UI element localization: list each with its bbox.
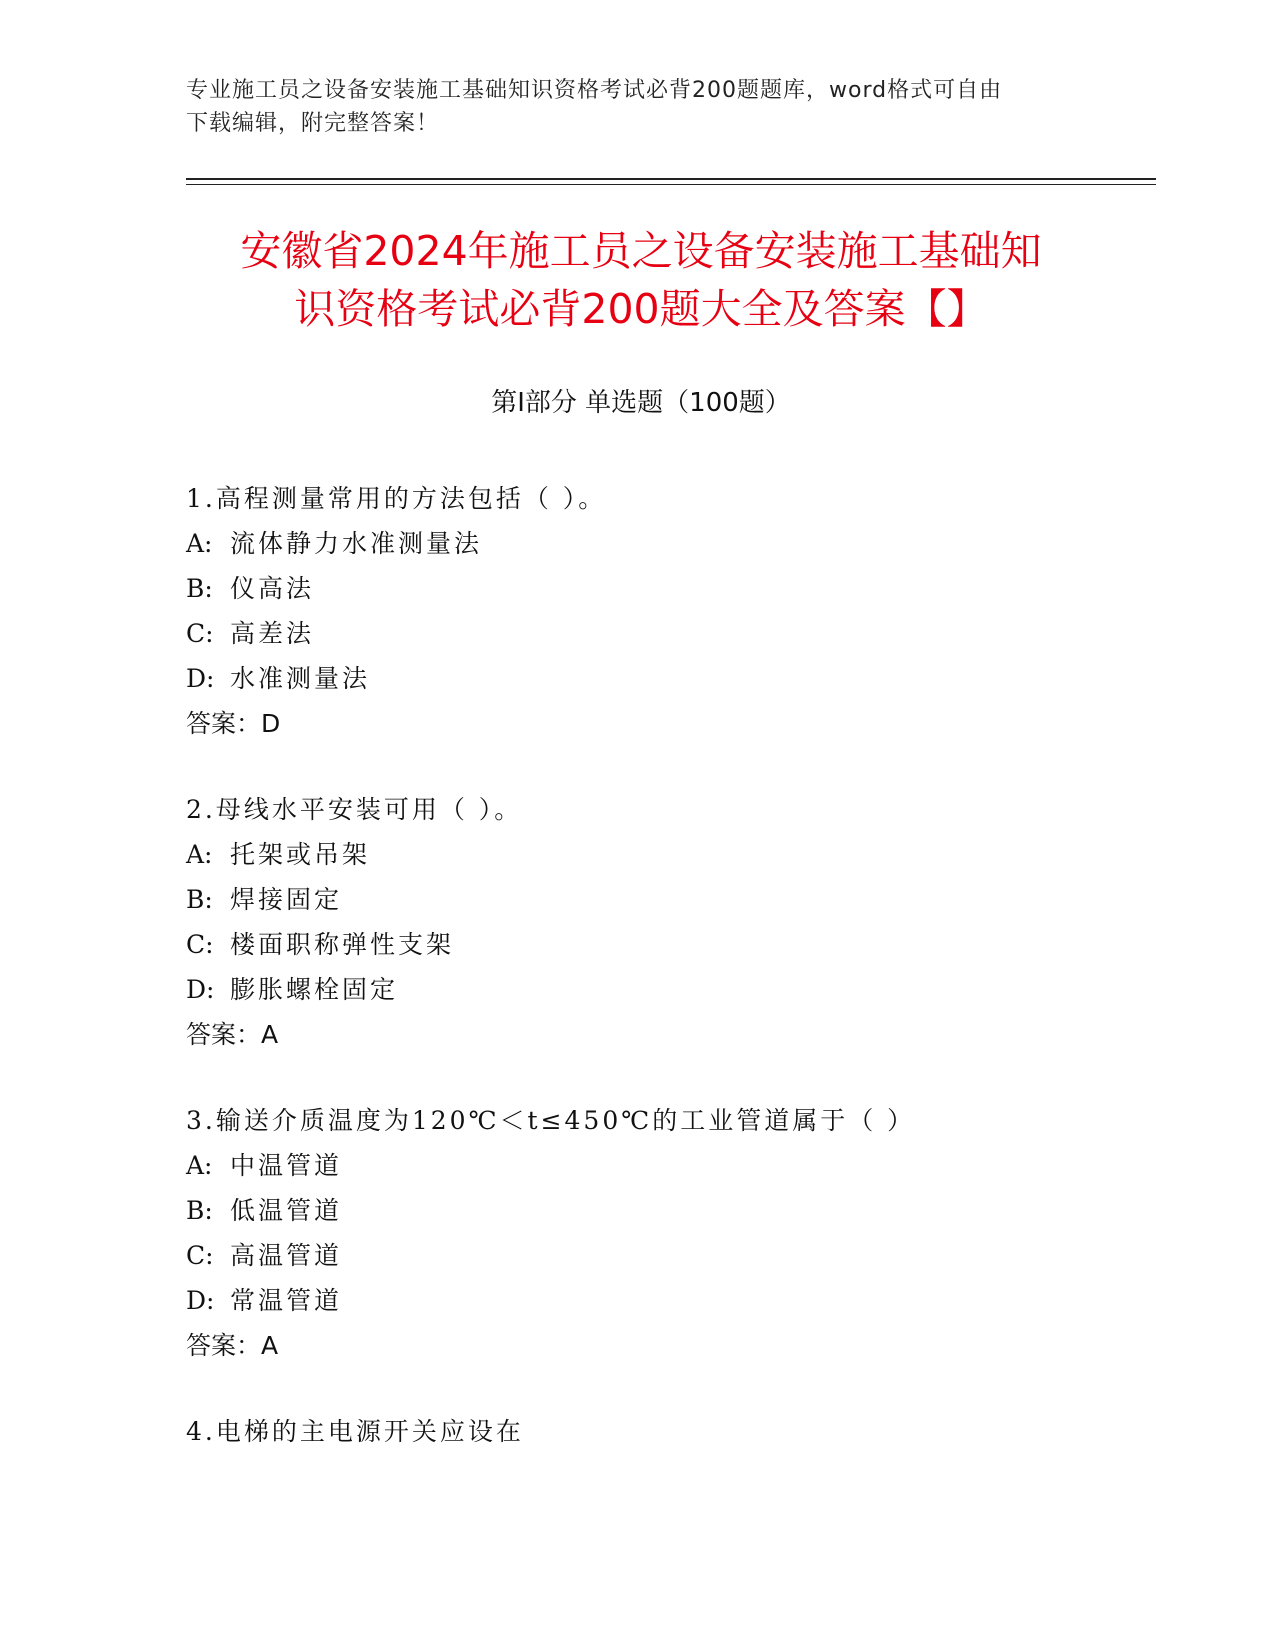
question-stem: 2.母线水平安装可用（ ）。: [186, 795, 523, 824]
option-text: 低温管道: [230, 1196, 343, 1225]
header-divider-thick: [186, 178, 1156, 180]
question-stem: 4.电梯的主电源开关应设在: [186, 1417, 524, 1446]
option-text: 中温管道: [230, 1151, 343, 1180]
answer-line: 答案：A: [186, 1020, 279, 1049]
option-text: 焊接固定: [230, 885, 343, 914]
option-b: [186, 877, 1086, 922]
option-key: A:: [186, 840, 213, 869]
option-a: [186, 832, 1086, 877]
answer-line: 答案：D: [186, 709, 281, 738]
option-d: [186, 656, 1086, 701]
option-text: 膨胀螺栓固定: [230, 975, 399, 1004]
question-1: [186, 476, 1086, 746]
option-b: [186, 566, 1086, 611]
option-key: A:: [186, 1151, 213, 1180]
header-note-line-2: 下载编辑，附完整答案！: [186, 111, 440, 136]
option-text: 水准测量法: [230, 664, 371, 693]
document-title-line-2: 识资格考试必背200题大全及答案【】: [294, 285, 988, 333]
option-d: [186, 967, 1086, 1012]
header-divider-thin: [186, 184, 1156, 185]
question-stem: 1.高程测量常用的方法包括（ ）。: [186, 484, 607, 513]
question-list: [186, 476, 1086, 1495]
option-key: D:: [186, 975, 215, 1004]
option-key: C:: [186, 619, 214, 648]
option-b: [186, 1188, 1086, 1233]
question-stem: 3.输送介质温度为120℃＜t≤450℃的工业管道属于（ ）: [186, 1106, 916, 1135]
option-a: [186, 1143, 1086, 1188]
question-3: [186, 1098, 1086, 1368]
answer-line: 答案：A: [186, 1331, 279, 1360]
option-text: 仪高法: [230, 574, 315, 603]
option-c: [186, 922, 1086, 967]
option-key: B:: [186, 574, 213, 603]
option-text: 托架或吊架: [230, 840, 371, 869]
option-key: D:: [186, 1286, 215, 1315]
option-key: B:: [186, 1196, 213, 1225]
option-text: 楼面职称弹性支架: [230, 930, 455, 959]
header-note-line-1: 专业施工员之设备安装施工基础知识资格考试必背200题题库，word格式可自由: [186, 78, 1003, 103]
option-d: [186, 1278, 1086, 1323]
document-title: [186, 222, 1096, 338]
question-4: [186, 1409, 1086, 1454]
document-title-line-1: 安徽省2024年施工员之设备安装施工基础知: [240, 227, 1042, 275]
option-key: C:: [186, 1241, 214, 1270]
section-title: 第Ⅰ部分 单选题（100题）: [491, 388, 791, 418]
option-key: B:: [186, 885, 213, 914]
option-key: A:: [186, 529, 213, 558]
option-text: 高温管道: [230, 1241, 343, 1270]
option-key: C:: [186, 930, 214, 959]
option-text: 流体静力水准测量法: [230, 529, 483, 558]
option-text: 常温管道: [230, 1286, 343, 1315]
option-c: [186, 1233, 1086, 1278]
option-a: [186, 521, 1086, 566]
option-text: 高差法: [230, 619, 315, 648]
option-key: D:: [186, 664, 215, 693]
option-c: [186, 611, 1086, 656]
question-2: [186, 787, 1086, 1057]
header-note: [186, 74, 1086, 140]
